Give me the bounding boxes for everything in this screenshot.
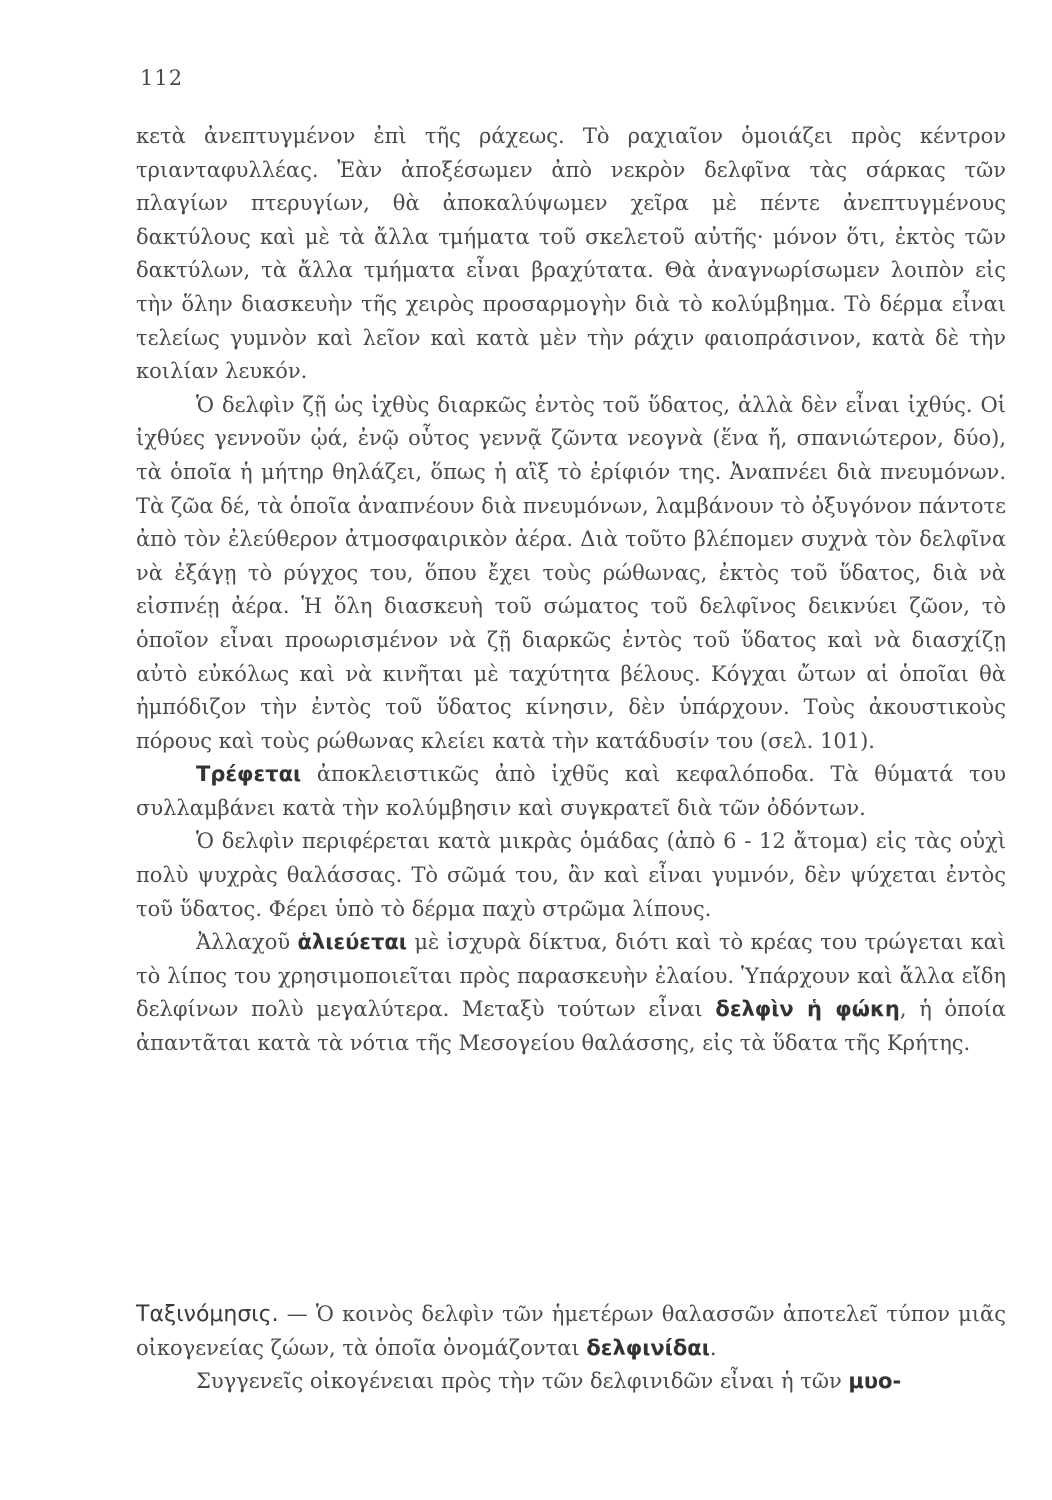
paragraph-5 xyxy=(136,926,1006,1060)
paragraph-3 xyxy=(136,758,1006,825)
page-number: 112 xyxy=(140,66,184,90)
term-delfinidai: δελφινίδαι xyxy=(586,1335,710,1360)
taxonomy-section xyxy=(136,1298,1006,1399)
paragraph-2: Ὁ δελφὶν ζῇ ὡς ἰχθὺς διαρκῶς ἐντὸς τοῦ ὕδατος, ἀλλὰ δὲν εἶναι ἰχθύς. Οἱ ἰχθύες γεννοῦν ᾠά, ἐνῷ οὗτος γεννᾷ ζῶντα νεογνὰ (ἕνα ἤ, σπανιώτερον, δύο), τὰ ὁποῖα ἡ μήτηρ θηλάζει, ὅπως ἡ αἲξ τὸ ἐρίφιόν της. Ἀναπνέει διὰ πνευμόνων. Τὰ ζῶα δέ, τὰ ὁποῖα ἀναπνέουν διὰ πνευμόνων, λαμβάνουν τὸ ὀξυγόνον πάντοτε ἀπὸ τὸν ἐλεύθερον ἀτμοσφαιρικὸν ἀέρα. Διὰ τοῦτο βλέπομεν συχνὰ τὸν δελφῖνα νὰ ἐξάγῃ τὸ ρύγχος του, ὅπου ἔχει τοὺς ρώθωνας, ἐκτὸς τοῦ ὕδατος, διὰ νὰ εἰσπνέῃ ἀέρα. Ἡ ὅλη διασκευὴ τοῦ σώματος τοῦ δελφῖνος δεικνύει ζῶον, τὸ ὁποῖον εἶναι προωρισμένον νὰ ζῇ διαρκῶς ἐντὸς τοῦ ὕδατος καὶ νὰ διασχίζῃ αὐτὸ εὐκόλως καὶ νὰ κινῆται μὲ ταχύτητα βέλους. Κόγχαι ὤτων αἱ ὁποῖαι θὰ ἠμπόδιζον τὴν ἐντὸς τοῦ ὕδατος κίνησιν, δὲν ὑπάρχουν. Τοὺς ἀκουστικοὺς πόρους καὶ τοὺς ρώθωνας κλείει κατὰ τὴν κατάδυσίν του (σελ. 101). xyxy=(136,392,1006,753)
paragraph-5-post: , ἡ ὁποία ἀπαντᾶται κατὰ τὰ νότια τῆς Μεσογείου θαλάσσης, εἰς τὰ ὕδατα τῆς Κρήτης. xyxy=(136,997,1006,1056)
paragraph-4: Ὁ δελφὶν περιφέρεται κατὰ μικρὰς ὁμάδας (ἀπὸ 6 - 12 ἄτομα) εἰς τὰς οὐχὶ πολὺ ψυχρὰς θαλάσσας. Τὸ σῶμά του, ἂν καὶ εἶναι γυμνόν, δὲν ψύχεται ἐντὸς τοῦ ὕδατος. Φέρει ὑπὸ τὸ δέρμα παχὺ στρῶμα λίπους. xyxy=(136,829,1006,921)
main-text xyxy=(136,120,1006,1061)
paragraph-3-text: ἀποκλειστικῶς ἀπὸ ἰχθῦς καὶ κεφαλόποδα. Τὰ θύματά του συλλαμβάνει κατὰ τὴν κολύμβησιν καὶ συγκρατεῖ διὰ τῶν ὀδόντων. xyxy=(136,762,1006,820)
taxonomy-paragraph xyxy=(136,1298,1006,1365)
term-alieuetai: ἁλιεύεται xyxy=(297,930,407,955)
taxonomy-text-1: Ὁ κοινὸς δελφὶν τῶν ἡμετέρων θαλασσῶν ἀποτελεῖ τύπον μιᾶς οἰκογενείας ζώων, τὰ ὁποῖα ὀνομάζονται xyxy=(136,1302,1006,1360)
taxonomy-text-2: Συγγενεῖς οἰκογένειαι πρὸς τὴν τῶν δελφινιδῶν εἶναι ἡ τῶν xyxy=(196,1369,849,1394)
taxonomy-dash: — xyxy=(278,1302,316,1326)
taxonomy-paragraph-2 xyxy=(136,1365,1006,1399)
paragraph-5-text: μὲ ἰσχυρὰ δίκτυα, διότι καὶ τὸ κρέας του τρώγεται καὶ τὸ λίπος του χρησιμοποιεῖται πρὸς παρασκευὴν ἐλαίου. Ὑπάρχουν καὶ ἄλλα εἴδη δελφίνων πολὺ μεγαλύτερα. Μεταξὺ τούτων εἶναι xyxy=(136,930,1006,1022)
taxonomy-heading: Ταξινόμησις. xyxy=(136,1302,279,1327)
taxonomy-text-1-end: . xyxy=(709,1335,717,1360)
term-myo: μυο- xyxy=(848,1369,902,1394)
paragraph-5-pre: Ἀλλαχοῦ xyxy=(196,930,298,955)
term-trefetai: Τρέφεται xyxy=(196,762,302,787)
term-delfin-fokh: δελφὶν ἡ φώκη xyxy=(715,997,900,1022)
paragraph-1: κετὰ ἀνεπτυγμένον ἐπὶ τῆς ράχεως. Τὸ ραχιαῖον ὁμοιάζει πρὸς κέντρον τριανταφυλλέας. Ἐὰν ἀποξέσωμεν ἀπὸ νεκρὸν δελφῖνα τὰς σάρκας τῶν πλαγίων πτερυγίων, θὰ ἀποκαλύψωμεν χεῖρα μὲ πέντε ἀνεπτυγμένους δακτύλους καὶ μὲ τὰ ἄλλα τμήματα τοῦ σκελετοῦ αὐτῆς· μόνον ὅτι, ἐκτὸς τῶν δακτύλων, τὰ ἄλλα τμήματα εἶναι βραχύτατα. Θὰ ἀναγνωρίσωμεν λοιπὸν εἰς τὴν ὅλην διασκευὴν τῆς χειρὸς προσαρμογὴν διὰ τὸ κολύμβημα. Τὸ δέρμα εἶναι τελείως γυμνὸν καὶ λεῖον καὶ κατὰ μὲν τὴν ράχιν φαιοπράσινον, κατὰ δὲ τὴν κοιλίαν λευκόν. xyxy=(136,124,1006,384)
